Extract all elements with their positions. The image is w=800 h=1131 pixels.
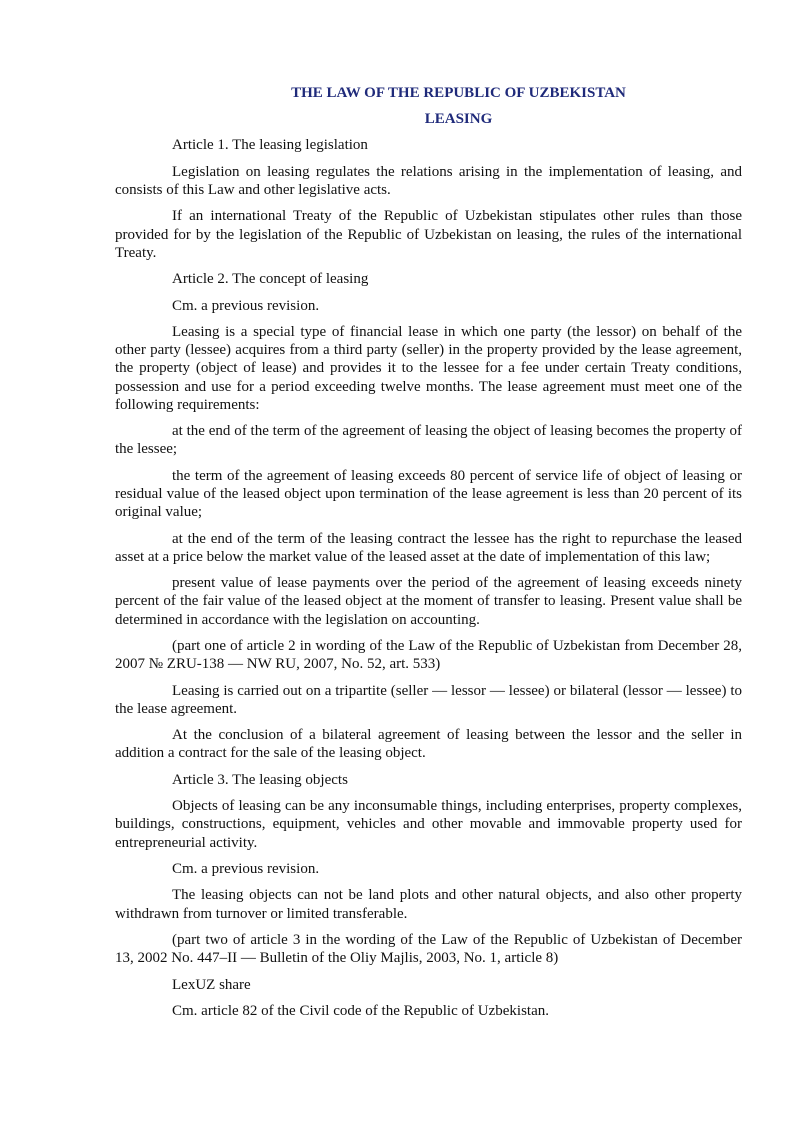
paragraph: the term of the agreement of leasing exceeds 80 percent of service life of object of leasing or residual value of the leased object upon termination of the lease agreement is less than 20 percent of its original value; (115, 467, 742, 521)
article-heading: Article 2. The concept of leasing (172, 271, 369, 288)
document-subtitle: LEASING (424, 111, 493, 128)
paragraph: Objects of leasing can be any inconsumable things, including enterprises, property complexes, buildings, constructions, equipment, vehicles and other movable and immovable property used for entrepreneurial activity. (115, 798, 742, 851)
amendment-note: (part one of article 2 in wording of the Law of the Republic of Uzbekistan from December 28, 2007 № ZRU-138 — NW RU, 2007, No. 52, art. 533) (115, 637, 742, 673)
document-page (115, 84, 742, 1028)
share-link: LexUZ share (172, 976, 251, 993)
amendment-note: (part two of article 3 in the wording of the Law of the Republic of Uzbekistan of December 13, 2002 No. 447–II — Bulletin of the Oliy Majlis, 2003, No. 1, article 8) (115, 931, 742, 967)
paragraph: The leasing objects can not be land plots and other natural objects, and also other property withdrawn from turnover or limited transferable. (115, 887, 742, 922)
paragraph: If an international Treaty of the Republic of Uzbekistan stipulates other rules than those provided for by the legislation of the Republic of Uzbekistan on leasing, the rules of the international Treaty. (115, 208, 742, 261)
paragraph: present value of lease payments over the period of the agreement of leasing exceeds ninety percent of the fair value of the leased object at the moment of transfer to leasing. Present value shall be determined in accordance with the legislation on accounting. (115, 575, 742, 628)
paragraph: Legislation on leasing regulates the relations arising in the implementation of leasing, and consists of this Law and other legislative acts. (115, 163, 742, 198)
civil-code-reference: Cm. article 82 of the Civil code of the Republic of Uzbekistan. (172, 1002, 549, 1019)
paragraph: Leasing is carried out on a tripartite (seller — lessor — lessee) or bilateral (lessor — lessee) to the lease agreement. (115, 682, 742, 717)
article-heading: Article 3. The leasing objects (172, 771, 348, 788)
paragraph: at the end of the term of the agreement of leasing the object of leasing becomes the property of the lessee; (115, 423, 742, 458)
article-heading: Article 1. The leasing legislation (172, 137, 368, 154)
paragraph: at the end of the term of the leasing contract the lessee has the right to repurchase the leased asset at a price below the market value of the leased asset at the date of implementation of this law; (115, 530, 742, 565)
document-title: THE LAW OF THE REPUBLIC OF UZBEKISTAN (291, 85, 626, 101)
paragraph: Leasing is a special type of financial lease in which one party (the lessor) on behalf of the other party (lessee) acquires from a third party (seller) in the property provided by the lease agreement, the property (object of lease) and provides it to the lessee for a fee under certain Treaty conditions, possession and use for a period exceeding twelve months. The lease agreement must meet one of the following requirements: (115, 323, 742, 413)
revision-link: Cm. a previous revision. (172, 860, 320, 877)
paragraph: At the conclusion of a bilateral agreement of leasing between the lessor and the seller in addition a contract for the sale of the leasing object. (115, 727, 742, 762)
revision-link: Cm. a previous revision. (172, 297, 320, 314)
